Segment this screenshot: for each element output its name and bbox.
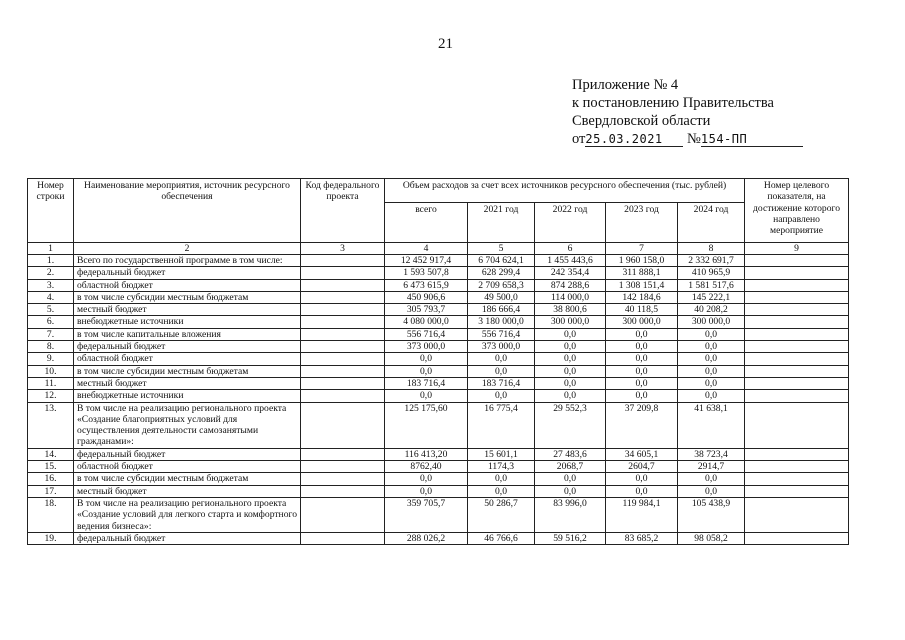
row-number: 11. xyxy=(28,377,74,389)
activity-name: В том числе на реализацию регионального проекта «Создание благоприятных условий для осуществления деятельности самозанятыми гражданами»: xyxy=(74,402,301,448)
amount-2021: 628 299,4 xyxy=(468,267,535,279)
amount-2021: 0,0 xyxy=(468,473,535,485)
amount-2023: 0,0 xyxy=(606,485,678,497)
table-row xyxy=(28,304,849,316)
amount-2023: 0,0 xyxy=(606,473,678,485)
activity-name: областной бюджет xyxy=(74,353,301,365)
activity-name: федеральный бюджет xyxy=(74,267,301,279)
amount-2024: 410 965,9 xyxy=(678,267,745,279)
table-row xyxy=(28,353,849,365)
activity-name: в том числе субсидии местным бюджетам xyxy=(74,365,301,377)
amount-2024: 0,0 xyxy=(678,485,745,497)
column-number: 2 xyxy=(74,243,301,255)
activity-name: местный бюджет xyxy=(74,377,301,389)
table-row xyxy=(28,267,849,279)
activity-name: в том числе капитальные вложения xyxy=(74,328,301,340)
amount-2024: 98 058,2 xyxy=(678,532,745,544)
amount-total: 116 413,20 xyxy=(385,448,468,460)
table-row xyxy=(28,448,849,460)
header-year-2021: 2021 год xyxy=(468,203,535,243)
amount-2023: 0,0 xyxy=(606,341,678,353)
amount-2021: 556 716,4 xyxy=(468,328,535,340)
table-row xyxy=(28,365,849,377)
amount-2023: 0,0 xyxy=(606,390,678,402)
amount-2022: 1 455 443,6 xyxy=(535,255,606,267)
amount-2023: 0,0 xyxy=(606,353,678,365)
header-target-indicator: Номер целевого показателя, на достижение которого направлено мероприятие xyxy=(745,179,849,243)
row-number: 7. xyxy=(28,328,74,340)
amount-2021: 0,0 xyxy=(468,365,535,377)
amount-total: 305 793,7 xyxy=(385,304,468,316)
amount-2024: 105 438,9 xyxy=(678,497,745,532)
table-row xyxy=(28,390,849,402)
target-indicator xyxy=(745,448,849,460)
target-indicator xyxy=(745,485,849,497)
amount-2023: 311 888,1 xyxy=(606,267,678,279)
amount-2024: 2914,7 xyxy=(678,461,745,473)
amount-total: 373 000,0 xyxy=(385,341,468,353)
amount-2021: 50 286,7 xyxy=(468,497,535,532)
row-number: 2. xyxy=(28,267,74,279)
amount-total: 4 080 000,0 xyxy=(385,316,468,328)
activity-name: в том числе субсидии местным бюджетам xyxy=(74,291,301,303)
activity-name: федеральный бюджет xyxy=(74,341,301,353)
table-body xyxy=(28,255,849,545)
column-number: 5 xyxy=(468,243,535,255)
row-number: 9. xyxy=(28,353,74,365)
activity-name: областной бюджет xyxy=(74,279,301,291)
amount-2021: 0,0 xyxy=(468,353,535,365)
federal-project-code xyxy=(301,341,385,353)
row-number: 10. xyxy=(28,365,74,377)
amount-2023: 119 984,1 xyxy=(606,497,678,532)
amount-2023: 37 209,8 xyxy=(606,402,678,448)
row-number: 13. xyxy=(28,402,74,448)
amount-2023: 0,0 xyxy=(606,377,678,389)
column-number: 4 xyxy=(385,243,468,255)
amount-total: 0,0 xyxy=(385,390,468,402)
row-number: 5. xyxy=(28,304,74,316)
target-indicator xyxy=(745,304,849,316)
table-row xyxy=(28,473,849,485)
header-year-2024: 2024 год xyxy=(678,203,745,243)
activity-name: внебюджетные источники xyxy=(74,316,301,328)
column-number-row xyxy=(28,243,849,255)
amount-2022: 0,0 xyxy=(535,365,606,377)
table-row xyxy=(28,291,849,303)
federal-project-code xyxy=(301,353,385,365)
amount-2022: 0,0 xyxy=(535,353,606,365)
federal-project-code xyxy=(301,316,385,328)
federal-project-code xyxy=(301,267,385,279)
target-indicator xyxy=(745,279,849,291)
amount-2023: 0,0 xyxy=(606,328,678,340)
row-number: 19. xyxy=(28,532,74,544)
row-number: 3. xyxy=(28,279,74,291)
column-number: 1 xyxy=(28,243,74,255)
amount-2023: 300 000,0 xyxy=(606,316,678,328)
amount-total: 288 026,2 xyxy=(385,532,468,544)
column-number: 7 xyxy=(606,243,678,255)
amount-2021: 3 180 000,0 xyxy=(468,316,535,328)
amount-total: 0,0 xyxy=(385,365,468,377)
row-number: 4. xyxy=(28,291,74,303)
amount-2022: 38 800,6 xyxy=(535,304,606,316)
amount-2021: 2 709 658,3 xyxy=(468,279,535,291)
amount-2023: 83 685,2 xyxy=(606,532,678,544)
approval-line-region: Свердловской области xyxy=(572,113,711,129)
amount-2021: 49 500,0 xyxy=(468,291,535,303)
amount-total: 12 452 917,4 xyxy=(385,255,468,267)
amount-total: 125 175,60 xyxy=(385,402,468,448)
amount-2021: 0,0 xyxy=(468,390,535,402)
appendix-title: Приложение № 4 xyxy=(572,77,679,93)
amount-2022: 29 552,3 xyxy=(535,402,606,448)
column-number: 9 xyxy=(745,243,849,255)
federal-project-code xyxy=(301,497,385,532)
amount-2023: 40 118,5 xyxy=(606,304,678,316)
target-indicator xyxy=(745,291,849,303)
table-row xyxy=(28,461,849,473)
target-indicator xyxy=(745,255,849,267)
federal-project-code xyxy=(301,402,385,448)
amount-2021: 0,0 xyxy=(468,485,535,497)
amount-2024: 300 000,0 xyxy=(678,316,745,328)
amount-2021: 183 716,4 xyxy=(468,377,535,389)
amount-2023: 1 960 158,0 xyxy=(606,255,678,267)
amount-2024: 38 723,4 xyxy=(678,448,745,460)
amount-2024: 40 208,2 xyxy=(678,304,745,316)
date-prefix: от xyxy=(572,131,586,147)
amount-2024: 0,0 xyxy=(678,377,745,389)
federal-project-code xyxy=(301,448,385,460)
table-row xyxy=(28,497,849,532)
amount-2023: 0,0 xyxy=(606,365,678,377)
column-number: 6 xyxy=(535,243,606,255)
federal-project-code xyxy=(301,473,385,485)
amount-2022: 27 483,6 xyxy=(535,448,606,460)
federal-project-code xyxy=(301,255,385,267)
amount-2023: 34 605,1 xyxy=(606,448,678,460)
target-indicator xyxy=(745,341,849,353)
amount-total: 0,0 xyxy=(385,473,468,485)
activity-name: местный бюджет xyxy=(74,485,301,497)
amount-2024: 0,0 xyxy=(678,390,745,402)
federal-project-code xyxy=(301,532,385,544)
amount-2022: 114 000,0 xyxy=(535,291,606,303)
table-row xyxy=(28,485,849,497)
federal-project-code xyxy=(301,461,385,473)
activity-name: местный бюджет xyxy=(74,304,301,316)
amount-2021: 186 666,4 xyxy=(468,304,535,316)
target-indicator xyxy=(745,532,849,544)
amount-total: 1 593 507,8 xyxy=(385,267,468,279)
activity-name: федеральный бюджет xyxy=(74,532,301,544)
amount-2024: 41 638,1 xyxy=(678,402,745,448)
amount-2022: 0,0 xyxy=(535,473,606,485)
amount-2022: 0,0 xyxy=(535,341,606,353)
activity-name: Всего по государственной программе в том числе: xyxy=(74,255,301,267)
amount-total: 6 473 615,9 xyxy=(385,279,468,291)
amount-2021: 1174,3 xyxy=(468,461,535,473)
header-total: всего xyxy=(385,203,468,243)
number-prefix: № xyxy=(687,131,701,147)
activity-name: областной бюджет xyxy=(74,461,301,473)
amount-2023: 2604,7 xyxy=(606,461,678,473)
amount-2022: 83 996,0 xyxy=(535,497,606,532)
amount-total: 183 716,4 xyxy=(385,377,468,389)
amount-2022: 59 516,2 xyxy=(535,532,606,544)
amount-total: 359 705,7 xyxy=(385,497,468,532)
amount-2021: 6 704 624,1 xyxy=(468,255,535,267)
target-indicator xyxy=(745,473,849,485)
table-row xyxy=(28,532,849,544)
activity-name: В том числе на реализацию регионального проекта «Создание условий для легкого старта и комфортного ведения бизнеса»: xyxy=(74,497,301,532)
amount-2022: 300 000,0 xyxy=(535,316,606,328)
decree-date: 25.03.2021 xyxy=(585,132,683,147)
federal-project-code xyxy=(301,365,385,377)
activity-name: федеральный бюджет xyxy=(74,448,301,460)
amount-2024: 0,0 xyxy=(678,473,745,485)
row-number: 15. xyxy=(28,461,74,473)
federal-project-code xyxy=(301,304,385,316)
amount-2023: 142 184,6 xyxy=(606,291,678,303)
amount-2024: 0,0 xyxy=(678,365,745,377)
column-number: 8 xyxy=(678,243,745,255)
amount-total: 450 906,6 xyxy=(385,291,468,303)
target-indicator xyxy=(745,390,849,402)
header-activity-name: Наименование мероприятия, источник ресурсного обеспечения xyxy=(74,179,301,243)
row-number: 17. xyxy=(28,485,74,497)
amount-2022: 0,0 xyxy=(535,390,606,402)
header-federal-project-code: Код федерального проекта xyxy=(301,179,385,243)
target-indicator xyxy=(745,267,849,279)
table-row xyxy=(28,316,849,328)
amount-2021: 373 000,0 xyxy=(468,341,535,353)
amount-2024: 1 581 517,6 xyxy=(678,279,745,291)
target-indicator xyxy=(745,353,849,365)
table-row xyxy=(28,402,849,448)
row-number: 14. xyxy=(28,448,74,460)
amount-2021: 46 766,6 xyxy=(468,532,535,544)
header-year-2023: 2023 год xyxy=(606,203,678,243)
row-number: 12. xyxy=(28,390,74,402)
amount-2021: 16 775,4 xyxy=(468,402,535,448)
target-indicator xyxy=(745,497,849,532)
amount-2023: 1 308 151,4 xyxy=(606,279,678,291)
amount-2024: 0,0 xyxy=(678,341,745,353)
federal-project-code xyxy=(301,328,385,340)
federal-project-code xyxy=(301,291,385,303)
amount-2024: 0,0 xyxy=(678,353,745,365)
federal-project-code xyxy=(301,377,385,389)
column-number: 3 xyxy=(301,243,385,255)
federal-project-code xyxy=(301,390,385,402)
table-row xyxy=(28,341,849,353)
amount-2022: 0,0 xyxy=(535,485,606,497)
decree-number: 154-ПП xyxy=(701,132,803,147)
amount-2022: 0,0 xyxy=(535,377,606,389)
header-year-2022: 2022 год xyxy=(535,203,606,243)
amount-total: 556 716,4 xyxy=(385,328,468,340)
table-row xyxy=(28,255,849,267)
target-indicator xyxy=(745,328,849,340)
target-indicator xyxy=(745,316,849,328)
target-indicator xyxy=(745,402,849,448)
activity-name: внебюджетные источники xyxy=(74,390,301,402)
table-row xyxy=(28,377,849,389)
approval-block xyxy=(572,76,803,148)
federal-project-code xyxy=(301,279,385,291)
row-number: 1. xyxy=(28,255,74,267)
row-number: 6. xyxy=(28,316,74,328)
federal-project-code xyxy=(301,485,385,497)
activity-name: в том числе субсидии местным бюджетам xyxy=(74,473,301,485)
table-row xyxy=(28,328,849,340)
amount-2024: 0,0 xyxy=(678,328,745,340)
header-expenditure-volume: Объем расходов за счет всех источников ресурсного обеспечения (тыс. рублей) xyxy=(385,179,745,203)
amount-2022: 242 354,4 xyxy=(535,267,606,279)
row-number: 18. xyxy=(28,497,74,532)
approval-date-line xyxy=(572,130,803,148)
target-indicator xyxy=(745,461,849,473)
row-number: 8. xyxy=(28,341,74,353)
amount-total: 0,0 xyxy=(385,485,468,497)
expenditure-table xyxy=(27,178,849,545)
target-indicator xyxy=(745,377,849,389)
amount-2022: 874 288,6 xyxy=(535,279,606,291)
target-indicator xyxy=(745,365,849,377)
header-row-number: Номер строки xyxy=(28,179,74,243)
table-row xyxy=(28,279,849,291)
page-number: 21 xyxy=(438,36,453,52)
amount-total: 0,0 xyxy=(385,353,468,365)
approval-line-decree: к постановлению Правительства xyxy=(572,95,774,111)
amount-2022: 2068,7 xyxy=(535,461,606,473)
row-number: 16. xyxy=(28,473,74,485)
amount-2022: 0,0 xyxy=(535,328,606,340)
amount-2024: 145 222,1 xyxy=(678,291,745,303)
amount-total: 8762,40 xyxy=(385,461,468,473)
amount-2021: 15 601,1 xyxy=(468,448,535,460)
amount-2024: 2 332 691,7 xyxy=(678,255,745,267)
